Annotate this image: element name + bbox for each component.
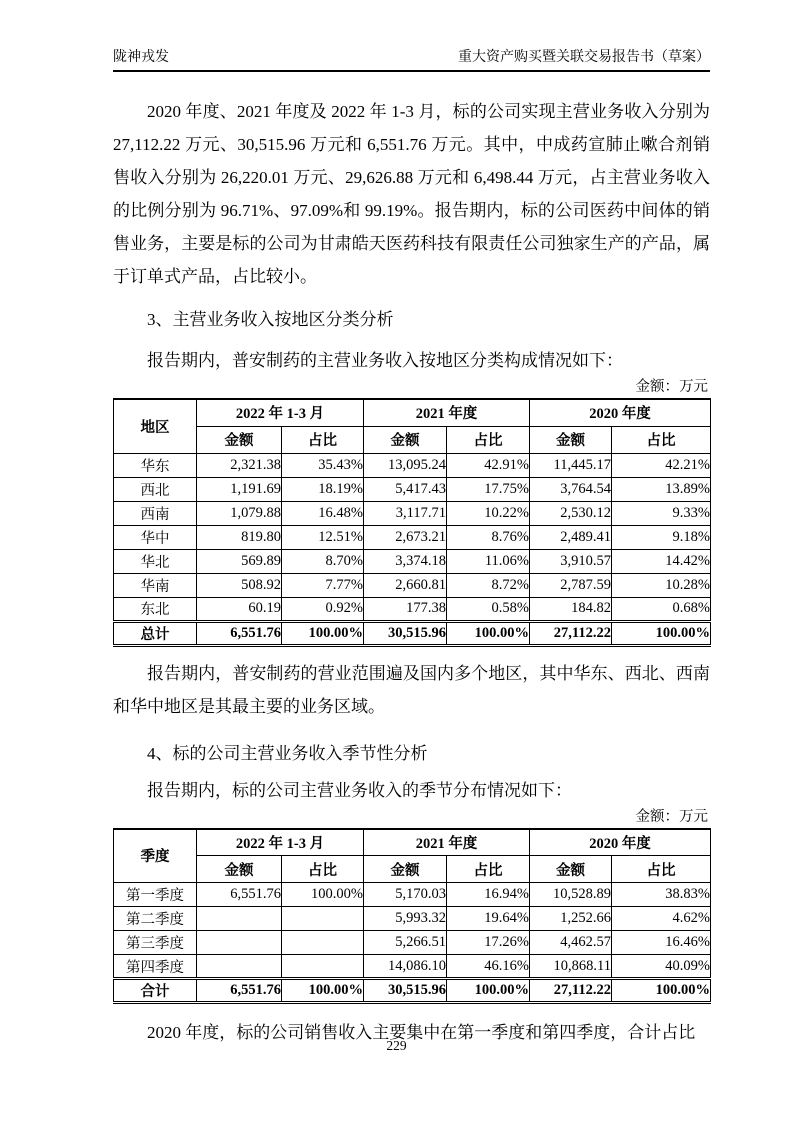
column-header-ratio: 占比 (447, 856, 530, 883)
running-header (113, 48, 710, 72)
value-cell: 30,515.96 (364, 621, 447, 645)
heading-season-analysis: 4、标的公司主营业务收入季节性分析 (147, 743, 428, 763)
value-cell: 5,993.32 (364, 907, 447, 931)
value-cell: 11,445.17 (530, 453, 612, 477)
value-cell: 42.21% (612, 453, 711, 477)
column-header-amount: 金额 (530, 856, 612, 883)
page-number: 229 (386, 1038, 407, 1053)
value-cell: 3,910.57 (530, 549, 612, 573)
value-cell: 3,374.18 (364, 549, 447, 573)
quarterly-revenue-table (113, 828, 711, 1005)
value-cell (282, 931, 364, 955)
value-cell (282, 907, 364, 931)
region-table-header (114, 399, 711, 453)
table-row (114, 501, 711, 525)
row-label: 华南 (114, 573, 197, 597)
value-cell: 2,660.81 (364, 573, 447, 597)
row-label: 第一季度 (114, 883, 197, 907)
table-row (114, 525, 711, 549)
column-header-quarter: 季度 (114, 829, 197, 883)
column-group-2020: 2020 年度 (530, 829, 711, 856)
value-cell: 10,868.11 (530, 955, 612, 979)
header-company-name: 陇神戎发 (113, 50, 169, 65)
table-row (114, 955, 711, 979)
value-cell: 30,515.96 (364, 979, 447, 1003)
column-header-ratio: 占比 (612, 426, 711, 453)
table-row (114, 597, 711, 621)
column-header-ratio: 占比 (282, 426, 364, 453)
value-cell: 14.42% (612, 549, 711, 573)
value-cell: 1,079.88 (197, 501, 282, 525)
total-row (114, 621, 711, 645)
table-row (114, 907, 711, 931)
value-cell (197, 931, 282, 955)
value-cell: 38.83% (612, 883, 711, 907)
table-row (114, 931, 711, 955)
unit-label-season-table: 金额：万元 (635, 808, 708, 825)
paragraph-season-summary: 2020 年度，标的公司销售收入主要集中在第一季度和第四季度，合计占比 (147, 1023, 696, 1042)
value-cell: 6,551.76 (197, 979, 282, 1003)
value-cell: 5,266.51 (364, 931, 447, 955)
value-cell: 16.46% (612, 931, 711, 955)
region-revenue-table (113, 398, 711, 647)
value-cell (197, 955, 282, 979)
value-cell: 0.58% (447, 597, 530, 621)
row-label: 西南 (114, 501, 197, 525)
value-cell: 35.43% (282, 453, 364, 477)
paragraph-season-intro: 报告期内，标的公司主营业务收入的季节分布情况如下： (147, 780, 572, 800)
table-row (114, 883, 711, 907)
value-cell: 2,673.21 (364, 525, 447, 549)
value-cell: 2,489.41 (530, 525, 612, 549)
value-cell: 5,170.03 (364, 883, 447, 907)
value-cell: 16.48% (282, 501, 364, 525)
value-cell: 11.06% (447, 549, 530, 573)
value-cell: 27,112.22 (530, 621, 612, 645)
row-label: 华中 (114, 525, 197, 549)
value-cell: 819.80 (197, 525, 282, 549)
column-header-amount: 金额 (530, 426, 612, 453)
column-header-amount: 金额 (364, 856, 447, 883)
value-cell: 100.00% (282, 621, 364, 645)
value-cell: 1,191.69 (197, 477, 282, 501)
table-row (114, 477, 711, 501)
column-group-2020: 2020 年度 (530, 399, 711, 426)
column-header-ratio: 占比 (612, 856, 711, 883)
value-cell: 17.75% (447, 477, 530, 501)
value-cell (197, 907, 282, 931)
value-cell: 27,112.22 (530, 979, 612, 1003)
value-cell: 8.76% (447, 525, 530, 549)
value-cell: 3,117.71 (364, 501, 447, 525)
value-cell: 2,321.38 (197, 453, 282, 477)
row-label: 第三季度 (114, 931, 197, 955)
row-label: 合计 (114, 979, 197, 1003)
value-cell: 1,252.66 (530, 907, 612, 931)
value-cell: 100.00% (447, 621, 530, 645)
paragraph-revenue-overview: 2020 年度、2021 年度及 2022 年 1-3 月，标的公司实现主营业务收入分别为 27,112.22 万元、30,515.96 万元和 6,551.76 万元。其中，中成药宣肺止嗽合剂销售收入分别为 26,220.01 万元、29,626.88 万元和 6,498.44 万元，占主营业务收入的比例分别为 96.71%、97.09%和 99.19%。报告期内，标的公司医药中间体的销售业务，主要是标的公司为甘肃皓天医药科技有限责任公司独家生产的产品，属于订单式产品，占比较小。 (113, 102, 710, 286)
value-cell: 18.19% (282, 477, 364, 501)
value-cell: 60.19 (197, 597, 282, 621)
value-cell: 100.00% (447, 979, 530, 1003)
value-cell: 9.33% (612, 501, 711, 525)
row-label: 第四季度 (114, 955, 197, 979)
value-cell: 10,528.89 (530, 883, 612, 907)
value-cell: 19.64% (447, 907, 530, 931)
value-cell: 10.22% (447, 501, 530, 525)
row-label: 第二季度 (114, 907, 197, 931)
value-cell: 14,086.10 (364, 955, 447, 979)
total-row (114, 979, 711, 1003)
value-cell: 5,417.43 (364, 477, 447, 501)
value-cell: 40.09% (612, 955, 711, 979)
column-header-ratio: 占比 (447, 426, 530, 453)
value-cell: 10.28% (612, 573, 711, 597)
value-cell: 13.89% (612, 477, 711, 501)
value-cell: 508.92 (197, 573, 282, 597)
value-cell: 13,095.24 (364, 453, 447, 477)
value-cell: 569.89 (197, 549, 282, 573)
column-group-2022: 2022 年 1-3 月 (197, 829, 364, 856)
column-group-2022: 2022 年 1-3 月 (197, 399, 364, 426)
value-cell: 4,462.57 (530, 931, 612, 955)
value-cell: 8.72% (447, 573, 530, 597)
header-doc-title: 重大资产购买暨关联交易报告书（草案） (458, 50, 710, 65)
paragraph-region-summary: 报告期内，普安制药的营业范围遍及国内多个地区，其中华东、西北、西南和华中地区是其最主要的业务区域。 (113, 663, 710, 716)
value-cell: 100.00% (612, 979, 711, 1003)
heading-region-analysis: 3、主营业务收入按地区分类分析 (147, 310, 394, 329)
table-row (114, 573, 711, 597)
value-cell: 184.82 (530, 597, 612, 621)
row-label: 西北 (114, 477, 197, 501)
region-table-body (114, 453, 711, 645)
page-content (113, 0, 710, 1049)
value-cell: 3,764.54 (530, 477, 612, 501)
row-label: 华东 (114, 453, 197, 477)
season-table-body (114, 883, 711, 1003)
column-header-amount: 金额 (364, 426, 447, 453)
value-cell: 2,530.12 (530, 501, 612, 525)
value-cell: 2,787.59 (530, 573, 612, 597)
unit-label-region-table: 金额：万元 (635, 379, 708, 395)
value-cell: 6,551.76 (197, 883, 282, 907)
value-cell: 12.51% (282, 525, 364, 549)
value-cell: 0.68% (612, 597, 711, 621)
value-cell: 7.77% (282, 573, 364, 597)
column-header-amount: 金额 (197, 426, 282, 453)
value-cell: 42.91% (447, 453, 530, 477)
value-cell: 100.00% (282, 979, 364, 1003)
value-cell: 100.00% (282, 883, 364, 907)
column-header-ratio: 占比 (282, 856, 364, 883)
column-header-amount: 金额 (197, 856, 282, 883)
column-header-region: 地区 (114, 399, 197, 453)
value-cell: 177.38 (364, 597, 447, 621)
column-group-2021: 2021 年度 (364, 399, 530, 426)
value-cell: 8.70% (282, 549, 364, 573)
row-label: 东北 (114, 597, 197, 621)
season-table-header (114, 829, 711, 883)
value-cell: 9.18% (612, 525, 711, 549)
value-cell: 4.62% (612, 907, 711, 931)
value-cell: 6,551.76 (197, 621, 282, 645)
value-cell: 100.00% (612, 621, 711, 645)
value-cell: 17.26% (447, 931, 530, 955)
value-cell: 46.16% (447, 955, 530, 979)
value-cell: 0.92% (282, 597, 364, 621)
value-cell: 16.94% (447, 883, 530, 907)
column-group-2021: 2021 年度 (364, 829, 530, 856)
row-label: 华北 (114, 549, 197, 573)
table-row (114, 453, 711, 477)
table-row (114, 549, 711, 573)
paragraph-region-intro: 报告期内，普安制药的主营业务收入按地区分类构成情况如下： (147, 351, 623, 370)
row-label: 总计 (114, 621, 197, 645)
value-cell (282, 955, 364, 979)
